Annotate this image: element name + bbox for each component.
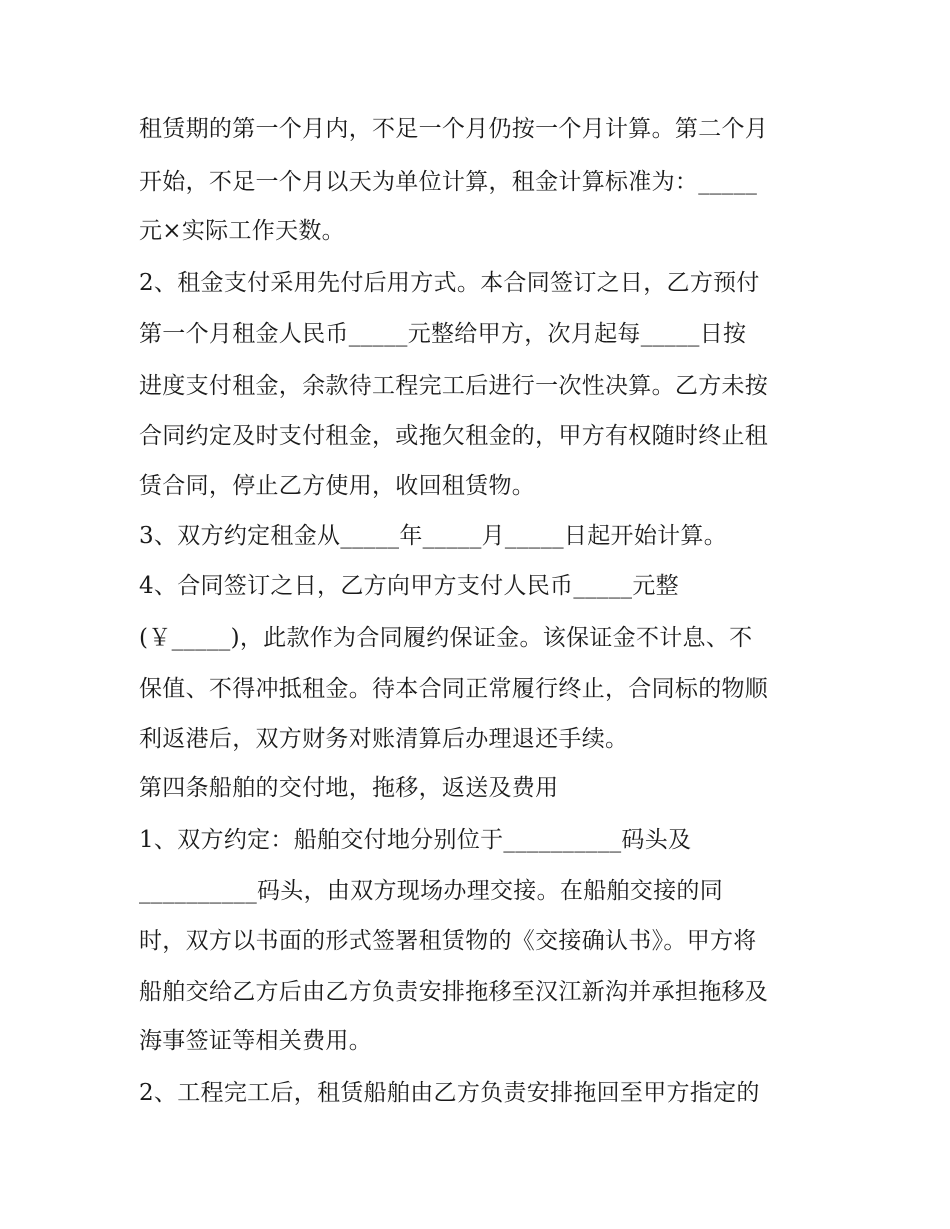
text-line: 船舶交给乙方后由乙方负责安排拖移至汉江新沟并承担拖移及	[139, 979, 769, 1005]
text-line: 2、租金支付采用先付后用方式。本合同签订之日，乙方预付	[139, 270, 760, 296]
text-line: 开始，不足一个月以天为单位计算，租金计算标准为：_____	[139, 169, 758, 195]
text-line: 租赁期的第一个月内，不足一个月仍按一个月计算。第二个月	[139, 116, 769, 142]
text-line: 合同约定及时支付租金，或拖欠租金的，甲方有权随时终止租	[139, 423, 769, 449]
text-line: 3、双方约定租金从_____年_____月_____日起开始计算。	[139, 523, 728, 549]
text-line: 4、合同签订之日，乙方向甲方支付人民币_____元整	[139, 573, 679, 599]
text-line: 保值、不得冲抵租金。待本合同正常履行终止，合同标的物顺	[139, 676, 769, 702]
text-line: 赁合同，停止乙方使用，收回租赁物。	[139, 473, 536, 499]
text-line: 1、双方约定：船舶交付地分别位于__________码头及	[139, 827, 692, 853]
section-heading: 第四条船舶的交付地，拖移，返送及费用	[139, 775, 559, 801]
text-line: 海事签证等相关费用。	[139, 1028, 372, 1054]
text-line: 第一个月租金人民币_____元整给甲方，次月起每_____日按	[139, 321, 747, 347]
text-line: (￥_____)，此款作为合同履约保证金。该保证金不计息、不	[139, 625, 753, 651]
text-line: 元×实际工作天数。	[139, 218, 345, 244]
text-line: 利返港后，双方财务对账清算后办理退还手续。	[139, 726, 629, 752]
text-line: __________码头，由双方现场办理交接。在船舶交接的同	[139, 878, 723, 904]
text-line: 2、工程完工后，租赁船舶由乙方负责安排拖回至甲方指定的	[139, 1080, 760, 1106]
text-line: 进度支付租金，余款待工程完工后进行一次性决算。乙方未按	[139, 373, 769, 399]
text-line: 时，双方以书面的形式签署租赁物的《交接确认书》。甲方将	[139, 928, 757, 954]
